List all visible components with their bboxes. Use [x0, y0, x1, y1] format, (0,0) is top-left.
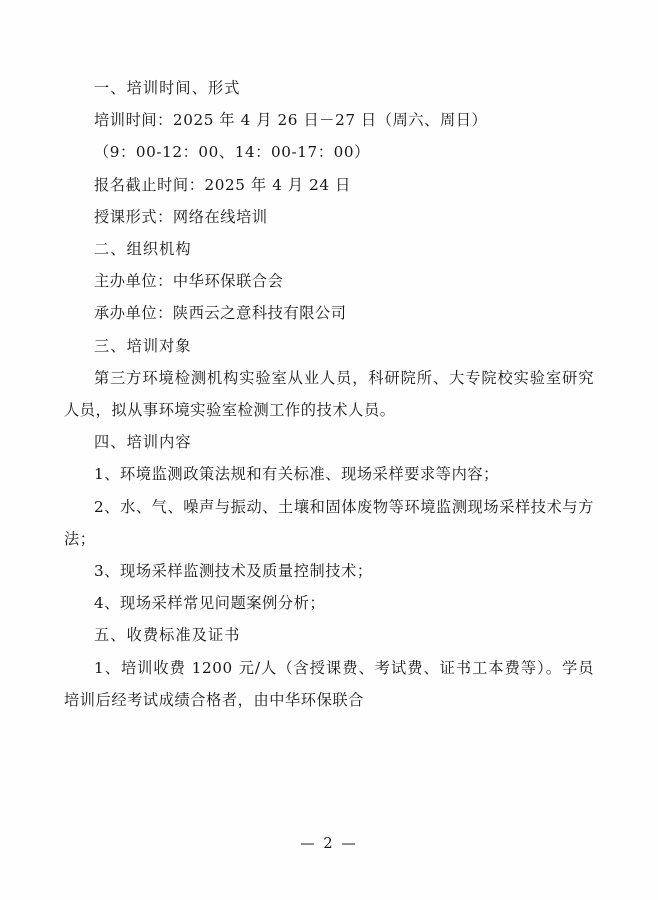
paragraph-teaching-format: 授课形式：网络在线培训 — [94, 207, 268, 226]
section-heading-4: 四、培训内容 — [94, 433, 192, 452]
paragraph-fee-item-1: 1、培训收费 1200 元/人（含授课费、考试费、证书工本费等）。学员培训后经考试成绩合格者，由中华环保联合 — [64, 658, 594, 709]
paragraph-training-time: 培训时间：2025 年 4 月 26 日－27 日（周六、周日） — [94, 111, 488, 130]
section-heading-2: 二、组织机构 — [94, 240, 192, 259]
section-heading-5: 五、收费标准及证书 — [94, 626, 241, 645]
paragraph-audience: 第三方环境检测机构实验室从业人员，科研院所、大专院校实验室研究人员，拟从事环境实验室检测工作的技术人员。 — [64, 368, 594, 420]
document-body — [64, 72, 594, 716]
section-heading-1: 一、培训时间、形式 — [94, 79, 241, 97]
paragraph-organizer: 主办单位：中华环保联合会 — [94, 272, 284, 291]
paragraph-training-hours: （9：00-12：00、14：00-17：00） — [94, 143, 370, 162]
paragraph-content-item-3: 3、现场采样监测技术及质量控制技术； — [94, 562, 373, 581]
paragraph-content-item-4: 4、现场采样常见问题案例分析； — [94, 594, 326, 613]
page-number: — 2 — — [300, 836, 358, 852]
paragraph-co-organizer: 承办单位：陕西云之意科技有限公司 — [94, 304, 347, 323]
paragraph-content-item-1: 1、环境监测政策法规和有关标准、现场采样要求等内容； — [94, 465, 499, 484]
paragraph-content-item-2: 2、水、气、噪声与振动、土壤和固体废物等环境监测现场采样技术与方法； — [64, 497, 594, 548]
paragraph-registration-deadline: 报名截止时间：2025 年 4 月 24 日 — [94, 175, 351, 194]
section-heading-3: 三、培训对象 — [94, 336, 192, 355]
